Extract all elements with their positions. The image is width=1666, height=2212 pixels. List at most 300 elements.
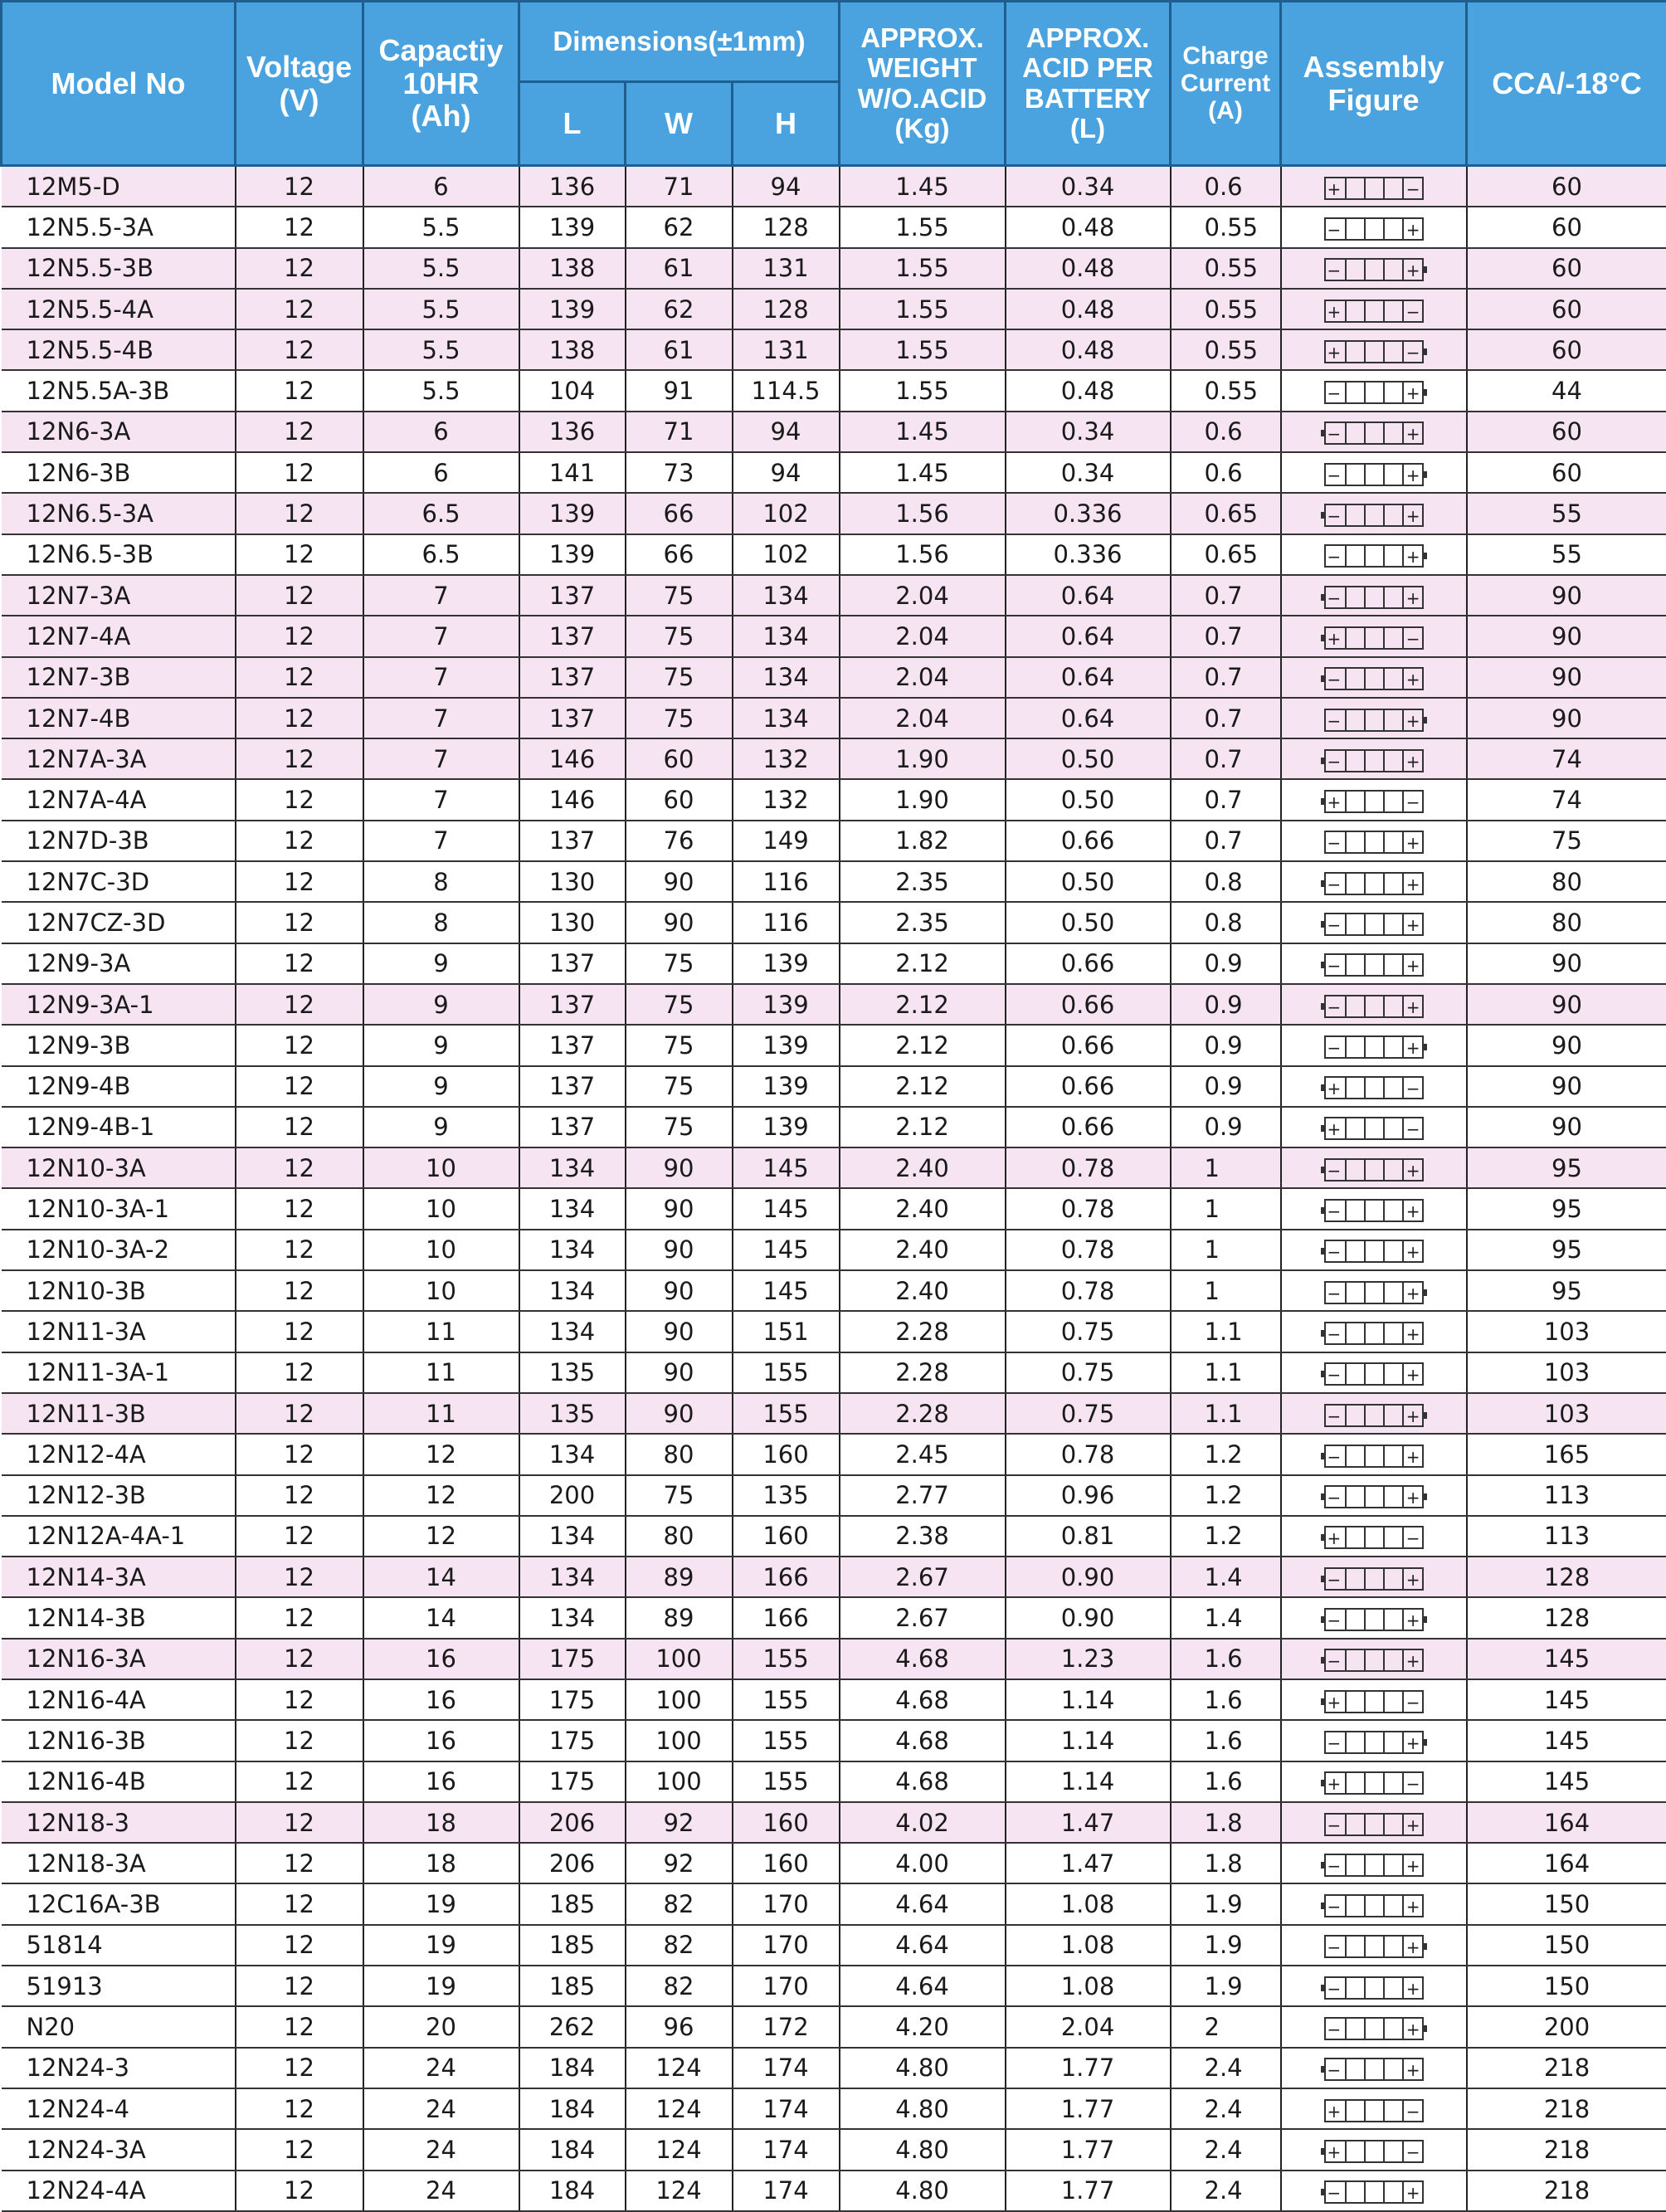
table-row: [2, 2171, 1666, 2211]
voltage-cell: 12: [236, 616, 363, 656]
charge-cell: 0.9: [1171, 1025, 1281, 1065]
voltage-cell: 12: [236, 1066, 363, 1107]
assembly-figure-cell: [1281, 779, 1467, 820]
table-row: [2, 370, 1666, 411]
cca-cell: 74: [1467, 779, 1666, 820]
table-row: [2, 534, 1666, 575]
capacity-cell: 12: [363, 1434, 519, 1474]
width-cell: 73: [626, 452, 733, 493]
table-row: [2, 698, 1666, 738]
table-row: [2, 1883, 1666, 1924]
model-cell: 12N18-3A: [2, 1843, 236, 1883]
capacity-cell: 9: [363, 1066, 519, 1107]
capacity-cell: 5.5: [363, 289, 519, 329]
weight-cell: 1.45: [840, 452, 1006, 493]
capacity-cell: 19: [363, 1925, 519, 1966]
height-cell: 155: [733, 1761, 840, 1802]
height-cell: 174: [733, 2048, 840, 2088]
model-cell: 51913: [2, 1966, 236, 2006]
battery-terminal-icon: − +: [1324, 258, 1424, 281]
width-cell: 90: [626, 1352, 733, 1393]
table-row: [2, 1311, 1666, 1352]
cca-cell: 90: [1467, 575, 1666, 616]
height-cell: 94: [733, 452, 840, 493]
charge-cell: 1.8: [1171, 1802, 1281, 1843]
charge-cell: 1.9: [1171, 1966, 1281, 2006]
cca-cell: 60: [1467, 207, 1666, 247]
cca-cell: 60: [1467, 289, 1666, 329]
height-cell: 174: [733, 2088, 840, 2129]
table-row: [2, 984, 1666, 1025]
cca-cell: 164: [1467, 1802, 1666, 1843]
cca-cell: 145: [1467, 1679, 1666, 1720]
assembly-figure-cell: [1281, 248, 1467, 289]
acid-cell: 0.66: [1006, 984, 1171, 1025]
charge-cell: 1.2: [1171, 1475, 1281, 1516]
weight-cell: 2.04: [840, 575, 1006, 616]
battery-terminal-icon: + −: [1324, 790, 1424, 813]
height-cell: 155: [733, 1679, 840, 1720]
weight-cell: 2.12: [840, 943, 1006, 984]
acid-cell: 0.50: [1006, 902, 1171, 943]
weight-cell: 2.45: [840, 1434, 1006, 1474]
model-cell: 12N14-3A: [2, 1557, 236, 1597]
table-row: [2, 2129, 1666, 2170]
capacity-cell: 24: [363, 2088, 519, 2129]
capacity-cell: 7: [363, 779, 519, 820]
acid-cell: 0.64: [1006, 698, 1171, 738]
capacity-cell: 9: [363, 943, 519, 984]
capacity-cell: 14: [363, 1597, 519, 1638]
cca-cell: 80: [1467, 902, 1666, 943]
model-cell: 12N16-4B: [2, 1761, 236, 1802]
table-row: [2, 1679, 1666, 1720]
acid-cell: 0.96: [1006, 1475, 1171, 1516]
length-cell: 134: [519, 1597, 626, 1638]
weight-cell: 2.12: [840, 1107, 1006, 1147]
model-cell: 12N7D-3B: [2, 821, 236, 861]
battery-terminal-icon: + −: [1324, 1771, 1424, 1795]
acid-cell: 0.66: [1006, 821, 1171, 861]
acid-cell: 0.78: [1006, 1270, 1171, 1311]
voltage-cell: 12: [236, 1311, 363, 1352]
header-dim-w: W: [626, 82, 733, 166]
assembly-figure-cell: [1281, 1107, 1467, 1147]
weight-cell: 4.20: [840, 2006, 1006, 2047]
length-cell: 185: [519, 1966, 626, 2006]
table-row: [2, 1597, 1666, 1638]
table-row: [2, 1843, 1666, 1883]
battery-terminal-icon: − +: [1324, 667, 1424, 690]
width-cell: 75: [626, 943, 733, 984]
length-cell: 134: [519, 1434, 626, 1474]
voltage-cell: 12: [236, 452, 363, 493]
width-cell: 90: [626, 1393, 733, 1434]
charge-cell: 0.65: [1171, 493, 1281, 534]
assembly-figure-cell: [1281, 1761, 1467, 1802]
battery-terminal-icon: − +: [1324, 913, 1424, 936]
height-cell: 170: [733, 1925, 840, 1966]
charge-cell: 0.8: [1171, 861, 1281, 902]
charge-cell: 2.4: [1171, 2048, 1281, 2088]
height-cell: 116: [733, 902, 840, 943]
height-cell: 102: [733, 493, 840, 534]
charge-cell: 2.4: [1171, 2088, 1281, 2129]
capacity-cell: 7: [363, 698, 519, 738]
charge-cell: 1.1: [1171, 1352, 1281, 1393]
charge-cell: 0.7: [1171, 738, 1281, 779]
battery-terminal-icon: + −: [1324, 2099, 1424, 2122]
height-cell: 166: [733, 1557, 840, 1597]
width-cell: 100: [626, 1720, 733, 1761]
model-cell: 12M5-D: [2, 166, 236, 207]
capacity-cell: 16: [363, 1679, 519, 1720]
voltage-cell: 12: [236, 861, 363, 902]
length-cell: 137: [519, 943, 626, 984]
assembly-figure-cell: [1281, 657, 1467, 698]
width-cell: 90: [626, 861, 733, 902]
voltage-cell: 12: [236, 1516, 363, 1557]
length-cell: 137: [519, 698, 626, 738]
battery-terminal-icon: − +: [1324, 2017, 1424, 2040]
assembly-figure-cell: [1281, 1311, 1467, 1352]
length-cell: 134: [519, 1516, 626, 1557]
weight-cell: 4.64: [840, 1966, 1006, 2006]
acid-cell: 0.75: [1006, 1352, 1171, 1393]
assembly-figure-cell: [1281, 1720, 1467, 1761]
table-row: [2, 493, 1666, 534]
acid-cell: 0.78: [1006, 1188, 1171, 1229]
weight-cell: 4.68: [840, 1639, 1006, 1679]
table-row: [2, 657, 1666, 698]
table-row: [2, 289, 1666, 329]
length-cell: 137: [519, 657, 626, 698]
charge-cell: 1.6: [1171, 1639, 1281, 1679]
voltage-cell: 12: [236, 207, 363, 247]
height-cell: 160: [733, 1434, 840, 1474]
capacity-cell: 6: [363, 166, 519, 207]
voltage-cell: 12: [236, 698, 363, 738]
length-cell: 138: [519, 329, 626, 370]
cca-cell: 90: [1467, 1066, 1666, 1107]
header-voltage: Voltage (V): [236, 2, 363, 166]
assembly-figure-cell: [1281, 943, 1467, 984]
height-cell: 174: [733, 2129, 840, 2170]
model-cell: 12N10-3A: [2, 1147, 236, 1188]
length-cell: 175: [519, 1639, 626, 1679]
capacity-cell: 12: [363, 1475, 519, 1516]
cca-cell: 90: [1467, 1107, 1666, 1147]
battery-terminal-icon: − +: [1324, 749, 1424, 772]
capacity-cell: 6.5: [363, 493, 519, 534]
charge-cell: 0.7: [1171, 779, 1281, 820]
cca-cell: 60: [1467, 248, 1666, 289]
voltage-cell: 12: [236, 1843, 363, 1883]
battery-terminal-icon: − +: [1324, 1854, 1424, 1877]
assembly-figure-cell: [1281, 1147, 1467, 1188]
width-cell: 124: [626, 2171, 733, 2211]
weight-cell: 2.28: [840, 1311, 1006, 1352]
weight-cell: 4.80: [840, 2129, 1006, 2170]
capacity-cell: 9: [363, 984, 519, 1025]
model-cell: 12N9-3A-1: [2, 984, 236, 1025]
charge-cell: 0.6: [1171, 412, 1281, 452]
voltage-cell: 12: [236, 1434, 363, 1474]
cca-cell: 150: [1467, 1883, 1666, 1924]
assembly-figure-cell: [1281, 616, 1467, 656]
battery-terminal-icon: − +: [1324, 217, 1424, 241]
battery-terminal-icon: − +: [1324, 1158, 1424, 1182]
assembly-figure-cell: [1281, 1475, 1467, 1516]
weight-cell: 2.12: [840, 1066, 1006, 1107]
width-cell: 75: [626, 1066, 733, 1107]
battery-terminal-icon: − +: [1324, 1567, 1424, 1591]
width-cell: 75: [626, 1025, 733, 1065]
cca-cell: 103: [1467, 1311, 1666, 1352]
length-cell: 175: [519, 1720, 626, 1761]
cca-cell: 55: [1467, 493, 1666, 534]
table-row: [2, 166, 1666, 207]
assembly-figure-cell: [1281, 1352, 1467, 1393]
voltage-cell: 12: [236, 1966, 363, 2006]
acid-cell: 0.336: [1006, 493, 1171, 534]
model-cell: 12N9-4B-1: [2, 1107, 236, 1147]
acid-cell: 0.66: [1006, 1066, 1171, 1107]
length-cell: 137: [519, 1025, 626, 1065]
width-cell: 75: [626, 575, 733, 616]
battery-terminal-icon: − +: [1324, 1608, 1424, 1631]
header-acid: APPROX. ACID PER BATTERY (L): [1006, 2, 1171, 166]
length-cell: 139: [519, 534, 626, 575]
charge-cell: 2.4: [1171, 2129, 1281, 2170]
height-cell: 102: [733, 534, 840, 575]
table-row: [2, 1066, 1666, 1107]
height-cell: 151: [733, 1311, 840, 1352]
length-cell: 137: [519, 984, 626, 1025]
width-cell: 90: [626, 1230, 733, 1270]
voltage-cell: 12: [236, 821, 363, 861]
model-cell: 12N5.5A-3B: [2, 370, 236, 411]
width-cell: 75: [626, 698, 733, 738]
acid-cell: 0.78: [1006, 1230, 1171, 1270]
assembly-figure-cell: [1281, 2171, 1467, 2211]
height-cell: 174: [733, 2171, 840, 2211]
model-cell: 12N7CZ-3D: [2, 902, 236, 943]
length-cell: 146: [519, 738, 626, 779]
voltage-cell: 12: [236, 370, 363, 411]
cca-cell: 90: [1467, 657, 1666, 698]
model-cell: 12N7A-3A: [2, 738, 236, 779]
length-cell: 175: [519, 1679, 626, 1720]
model-cell: 12N7-4A: [2, 616, 236, 656]
length-cell: 175: [519, 1761, 626, 1802]
charge-cell: 1: [1171, 1147, 1281, 1188]
cca-cell: 145: [1467, 1761, 1666, 1802]
acid-cell: 0.50: [1006, 779, 1171, 820]
width-cell: 66: [626, 493, 733, 534]
width-cell: 60: [626, 779, 733, 820]
table-row: [2, 1147, 1666, 1188]
model-cell: 12N5.5-3A: [2, 207, 236, 247]
table-row: [2, 779, 1666, 820]
charge-cell: 2: [1171, 2006, 1281, 2047]
voltage-cell: 12: [236, 1475, 363, 1516]
capacity-cell: 11: [363, 1311, 519, 1352]
acid-cell: 0.48: [1006, 329, 1171, 370]
cca-cell: 95: [1467, 1188, 1666, 1229]
model-cell: 12N12-4A: [2, 1434, 236, 1474]
weight-cell: 1.90: [840, 779, 1006, 820]
header-dim-l: L: [519, 82, 626, 166]
voltage-cell: 12: [236, 738, 363, 779]
cca-cell: 150: [1467, 1925, 1666, 1966]
length-cell: 137: [519, 821, 626, 861]
voltage-cell: 12: [236, 289, 363, 329]
table-row: [2, 329, 1666, 370]
width-cell: 62: [626, 289, 733, 329]
charge-cell: 1.4: [1171, 1597, 1281, 1638]
model-cell: 12N14-3B: [2, 1597, 236, 1638]
cca-cell: 55: [1467, 534, 1666, 575]
length-cell: 185: [519, 1883, 626, 1924]
width-cell: 92: [626, 1843, 733, 1883]
cca-cell: 74: [1467, 738, 1666, 779]
weight-cell: 2.04: [840, 698, 1006, 738]
assembly-figure-cell: [1281, 575, 1467, 616]
table-row: [2, 1639, 1666, 1679]
capacity-cell: 5.5: [363, 329, 519, 370]
length-cell: 134: [519, 1230, 626, 1270]
length-cell: 200: [519, 1475, 626, 1516]
voltage-cell: 12: [236, 1352, 363, 1393]
battery-terminal-icon: − +: [1324, 872, 1424, 895]
weight-cell: 1.45: [840, 166, 1006, 207]
cca-cell: 103: [1467, 1393, 1666, 1434]
capacity-cell: 9: [363, 1107, 519, 1147]
acid-cell: 0.34: [1006, 412, 1171, 452]
height-cell: 149: [733, 821, 840, 861]
weight-cell: 4.80: [840, 2171, 1006, 2211]
capacity-cell: 24: [363, 2129, 519, 2170]
assembly-figure-cell: [1281, 166, 1467, 207]
acid-cell: 1.14: [1006, 1720, 1171, 1761]
assembly-figure-cell: [1281, 1925, 1467, 1966]
header-assembly: Assembly Figure: [1281, 2, 1467, 166]
capacity-cell: 16: [363, 1720, 519, 1761]
weight-cell: 1.45: [840, 412, 1006, 452]
voltage-cell: 12: [236, 1025, 363, 1065]
voltage-cell: 12: [236, 166, 363, 207]
acid-cell: 0.34: [1006, 166, 1171, 207]
assembly-figure-cell: [1281, 1270, 1467, 1311]
weight-cell: 4.80: [840, 2048, 1006, 2088]
model-cell: 12N9-3A: [2, 943, 236, 984]
capacity-cell: 7: [363, 738, 519, 779]
assembly-figure-cell: [1281, 289, 1467, 329]
cca-cell: 128: [1467, 1597, 1666, 1638]
charge-cell: 0.9: [1171, 1066, 1281, 1107]
voltage-cell: 12: [236, 329, 363, 370]
voltage-cell: 12: [236, 1188, 363, 1229]
width-cell: 82: [626, 1925, 733, 1966]
battery-terminal-icon: − +: [1324, 421, 1424, 445]
width-cell: 60: [626, 738, 733, 779]
capacity-cell: 5.5: [363, 248, 519, 289]
weight-cell: 2.40: [840, 1147, 1006, 1188]
voltage-cell: 12: [236, 2088, 363, 2129]
charge-cell: 1.4: [1171, 1557, 1281, 1597]
charge-cell: 2.4: [1171, 2171, 1281, 2211]
length-cell: 138: [519, 248, 626, 289]
voltage-cell: 12: [236, 2129, 363, 2170]
acid-cell: 0.50: [1006, 738, 1171, 779]
length-cell: 135: [519, 1352, 626, 1393]
battery-terminal-icon: − +: [1324, 1976, 1424, 2000]
model-cell: 12N7C-3D: [2, 861, 236, 902]
table-row: [2, 943, 1666, 984]
width-cell: 75: [626, 984, 733, 1025]
charge-cell: 1.9: [1171, 1925, 1281, 1966]
cca-cell: 90: [1467, 616, 1666, 656]
acid-cell: 0.50: [1006, 861, 1171, 902]
acid-cell: 0.34: [1006, 452, 1171, 493]
table-row: [2, 1516, 1666, 1557]
height-cell: 131: [733, 329, 840, 370]
capacity-cell: 6: [363, 452, 519, 493]
header-weight: APPROX. WEIGHT W/O.ACID (Kg): [840, 2, 1006, 166]
charge-cell: 0.8: [1171, 902, 1281, 943]
voltage-cell: 12: [236, 493, 363, 534]
width-cell: 91: [626, 370, 733, 411]
assembly-figure-cell: [1281, 412, 1467, 452]
capacity-cell: 16: [363, 1639, 519, 1679]
length-cell: 137: [519, 616, 626, 656]
width-cell: 75: [626, 657, 733, 698]
charge-cell: 1.2: [1171, 1516, 1281, 1557]
charge-cell: 0.7: [1171, 616, 1281, 656]
length-cell: 139: [519, 289, 626, 329]
voltage-cell: 12: [236, 1270, 363, 1311]
assembly-figure-cell: [1281, 1516, 1467, 1557]
capacity-cell: 24: [363, 2171, 519, 2211]
length-cell: 130: [519, 902, 626, 943]
battery-terminal-icon: − +: [1324, 586, 1424, 609]
table-row: [2, 1761, 1666, 1802]
battery-terminal-icon: − +: [1324, 953, 1424, 977]
table-row: [2, 1270, 1666, 1311]
acid-cell: 1.08: [1006, 1883, 1171, 1924]
battery-terminal-icon: − +: [1324, 1813, 1424, 1836]
battery-terminal-icon: − +: [1324, 995, 1424, 1018]
battery-terminal-icon: + −: [1324, 1117, 1424, 1140]
battery-terminal-icon: − +: [1324, 1240, 1424, 1263]
voltage-cell: 12: [236, 1679, 363, 1720]
width-cell: 90: [626, 1270, 733, 1311]
acid-cell: 0.48: [1006, 370, 1171, 411]
battery-terminal-icon: − +: [1324, 1445, 1424, 1468]
cca-cell: 113: [1467, 1475, 1666, 1516]
battery-terminal-icon: + −: [1324, 2140, 1424, 2163]
width-cell: 82: [626, 1966, 733, 2006]
battery-terminal-icon: − +: [1324, 2058, 1424, 2081]
length-cell: 134: [519, 1188, 626, 1229]
assembly-figure-cell: [1281, 493, 1467, 534]
table-row: [2, 1393, 1666, 1434]
length-cell: 137: [519, 575, 626, 616]
length-cell: 134: [519, 1270, 626, 1311]
height-cell: 145: [733, 1147, 840, 1188]
cca-cell: 145: [1467, 1720, 1666, 1761]
